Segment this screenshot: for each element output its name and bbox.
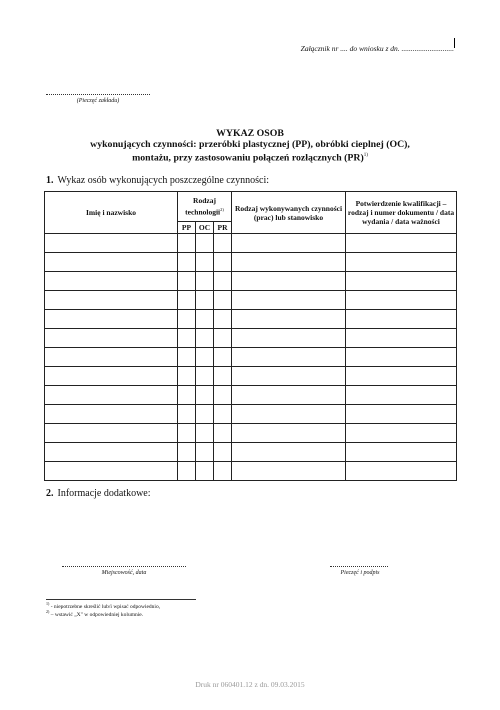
cell-work[interactable] [232,462,346,481]
footnote-ref-2: 2) [220,207,224,213]
column-header-work [232,192,346,234]
table-row [45,253,457,272]
cell-oc[interactable] [196,348,214,367]
cell-work[interactable] [232,386,346,405]
cell-qualification[interactable] [346,253,457,272]
footnote-1-mark: 1) [46,601,50,606]
column-header-name [45,192,178,234]
cell-oc[interactable] [196,234,214,253]
cell-pr[interactable] [214,291,232,310]
cell-oc[interactable] [196,462,214,481]
cell-name[interactable] [45,234,178,253]
cell-work[interactable] [232,272,346,291]
column-header-oc: OC [196,222,214,234]
section-1-number: 1. [46,175,54,186]
column-header-technology [178,192,232,222]
table-row [45,367,457,386]
footnote-separator [46,599,196,600]
section-1-heading [46,175,269,186]
cell-work[interactable] [232,291,346,310]
cell-name[interactable] [45,443,178,462]
table-row [45,405,457,424]
title-line-2: wykonujących czynności: przeróbki plastycznej (PP), obróbki cieplnej (OC), [90,139,410,150]
cell-name[interactable] [45,367,178,386]
cell-qualification[interactable] [346,291,457,310]
cell-pr[interactable] [214,405,232,424]
cell-name[interactable] [45,405,178,424]
footnote-2-text: – wstawić „X" w odpowiedniej kolumnie. [49,611,144,618]
column-header-work-text: Rodzaj wykonywanych czynności (prac) lub stanowisko [234,203,343,222]
cell-pp[interactable] [178,424,196,443]
cell-pp[interactable] [178,443,196,462]
cell-pp[interactable] [178,291,196,310]
table-body [45,234,457,481]
table-row [45,272,457,291]
cell-work[interactable] [232,253,346,272]
table-row [45,329,457,348]
form-print-number: Druk nr 060401.12 z dn. 09.03.2015 [195,680,305,689]
cell-pr[interactable] [214,310,232,329]
cell-work[interactable] [232,310,346,329]
cell-oc[interactable] [196,386,214,405]
cell-qualification[interactable] [346,367,457,386]
cell-qualification[interactable] [346,329,457,348]
cell-pp[interactable] [178,348,196,367]
document-title [40,128,460,163]
attachment-note: Załącznik nr .... do wniosku z dn. ............................ [300,44,454,53]
title-line-3 [40,150,460,163]
cell-qualification[interactable] [346,424,457,443]
cell-work[interactable] [232,443,346,462]
cell-qualification[interactable] [346,234,457,253]
place-date-line [62,566,186,567]
column-header-name-text: Imię i nazwisko [85,208,136,217]
cell-name[interactable] [45,348,178,367]
cell-oc[interactable] [196,443,214,462]
cell-qualification[interactable] [346,348,457,367]
table-row [45,234,457,253]
cell-work[interactable] [232,348,346,367]
cell-work[interactable] [232,367,346,386]
cell-work[interactable] [232,329,346,348]
cell-pr[interactable] [214,424,232,443]
cell-name[interactable] [45,253,178,272]
cell-work[interactable] [232,405,346,424]
footnote-2-mark: 2) [46,609,50,614]
cell-pp[interactable] [178,405,196,424]
cell-pr[interactable] [214,348,232,367]
cell-name[interactable] [45,462,178,481]
cell-oc[interactable] [196,291,214,310]
section-2-label: Informacje dodatkowe: [57,488,151,499]
cell-name[interactable] [45,329,178,348]
table-row [45,424,457,443]
cell-oc[interactable] [196,329,214,348]
persons-table [44,191,457,481]
section-2-number: 2. [46,488,54,499]
footnote-2 [46,609,143,618]
cell-oc[interactable] [196,367,214,386]
cell-name[interactable] [45,291,178,310]
table-row [45,386,457,405]
cell-pp[interactable] [178,272,196,291]
table-row [45,443,457,462]
column-header-qualification-text: Potwierdzenie kwalifikacji – rodzaj i numer dokumentu / data wydania / data ważności [347,199,455,226]
signature-line [330,566,388,567]
cell-pr[interactable] [214,329,232,348]
cell-qualification[interactable] [346,462,457,481]
cell-oc[interactable] [196,272,214,291]
text-cursor [454,38,455,48]
company-stamp-label: (Pieczęć zakładu) [76,98,120,104]
cell-work[interactable] [232,234,346,253]
cell-qualification[interactable] [346,443,457,462]
cell-pp[interactable] [178,386,196,405]
cell-pr[interactable] [214,272,232,291]
cell-pr[interactable] [214,462,232,481]
cell-pr[interactable] [214,386,232,405]
section-1-label: Wykaz osób wykonujących poszczególne czynności: [57,175,270,186]
cell-oc[interactable] [196,424,214,443]
cell-pr[interactable] [214,367,232,386]
footnote-ref-1: 1) [363,153,368,158]
cell-pp[interactable] [178,367,196,386]
cell-name[interactable] [45,310,178,329]
column-header-qualification [346,192,457,234]
cell-pp[interactable] [178,329,196,348]
cell-pp[interactable] [178,462,196,481]
cell-oc[interactable] [196,310,214,329]
cell-qualification[interactable] [346,386,457,405]
place-date-label: Miejscowość, data [101,570,147,576]
footnote-1-text: - niepotrzebne skreślić lub/i wpisać odpowiednio, [49,603,161,610]
table-row [45,310,457,329]
title-line-1: WYKAZ OSOB [216,128,284,139]
cell-oc[interactable] [196,253,214,272]
cell-qualification[interactable] [346,272,457,291]
cell-work[interactable] [232,424,346,443]
company-stamp-line [46,94,150,95]
column-header-technology-text: Rodzaj technologii [185,196,221,217]
cell-pr[interactable] [214,443,232,462]
table-row [45,462,457,481]
cell-pp[interactable] [178,310,196,329]
column-header-pp: PP [178,222,196,234]
signature-label: Pieczęć i podpis [340,570,380,576]
column-header-pr: PR [214,222,232,234]
title-line-3-text: montażu, przy zastosowaniu połączeń rozłącznych (PR) [132,152,364,164]
cell-qualification[interactable] [346,405,457,424]
cell-pp[interactable] [178,253,196,272]
table-row [45,348,457,367]
cell-name[interactable] [45,272,178,291]
cell-pr[interactable] [214,253,232,272]
table-row [45,291,457,310]
cell-pr[interactable] [214,234,232,253]
cell-oc[interactable] [196,405,214,424]
section-2-heading [46,488,151,499]
cell-pp[interactable] [178,234,196,253]
cell-name[interactable] [45,386,178,405]
cell-name[interactable] [45,424,178,443]
cell-qualification[interactable] [346,310,457,329]
